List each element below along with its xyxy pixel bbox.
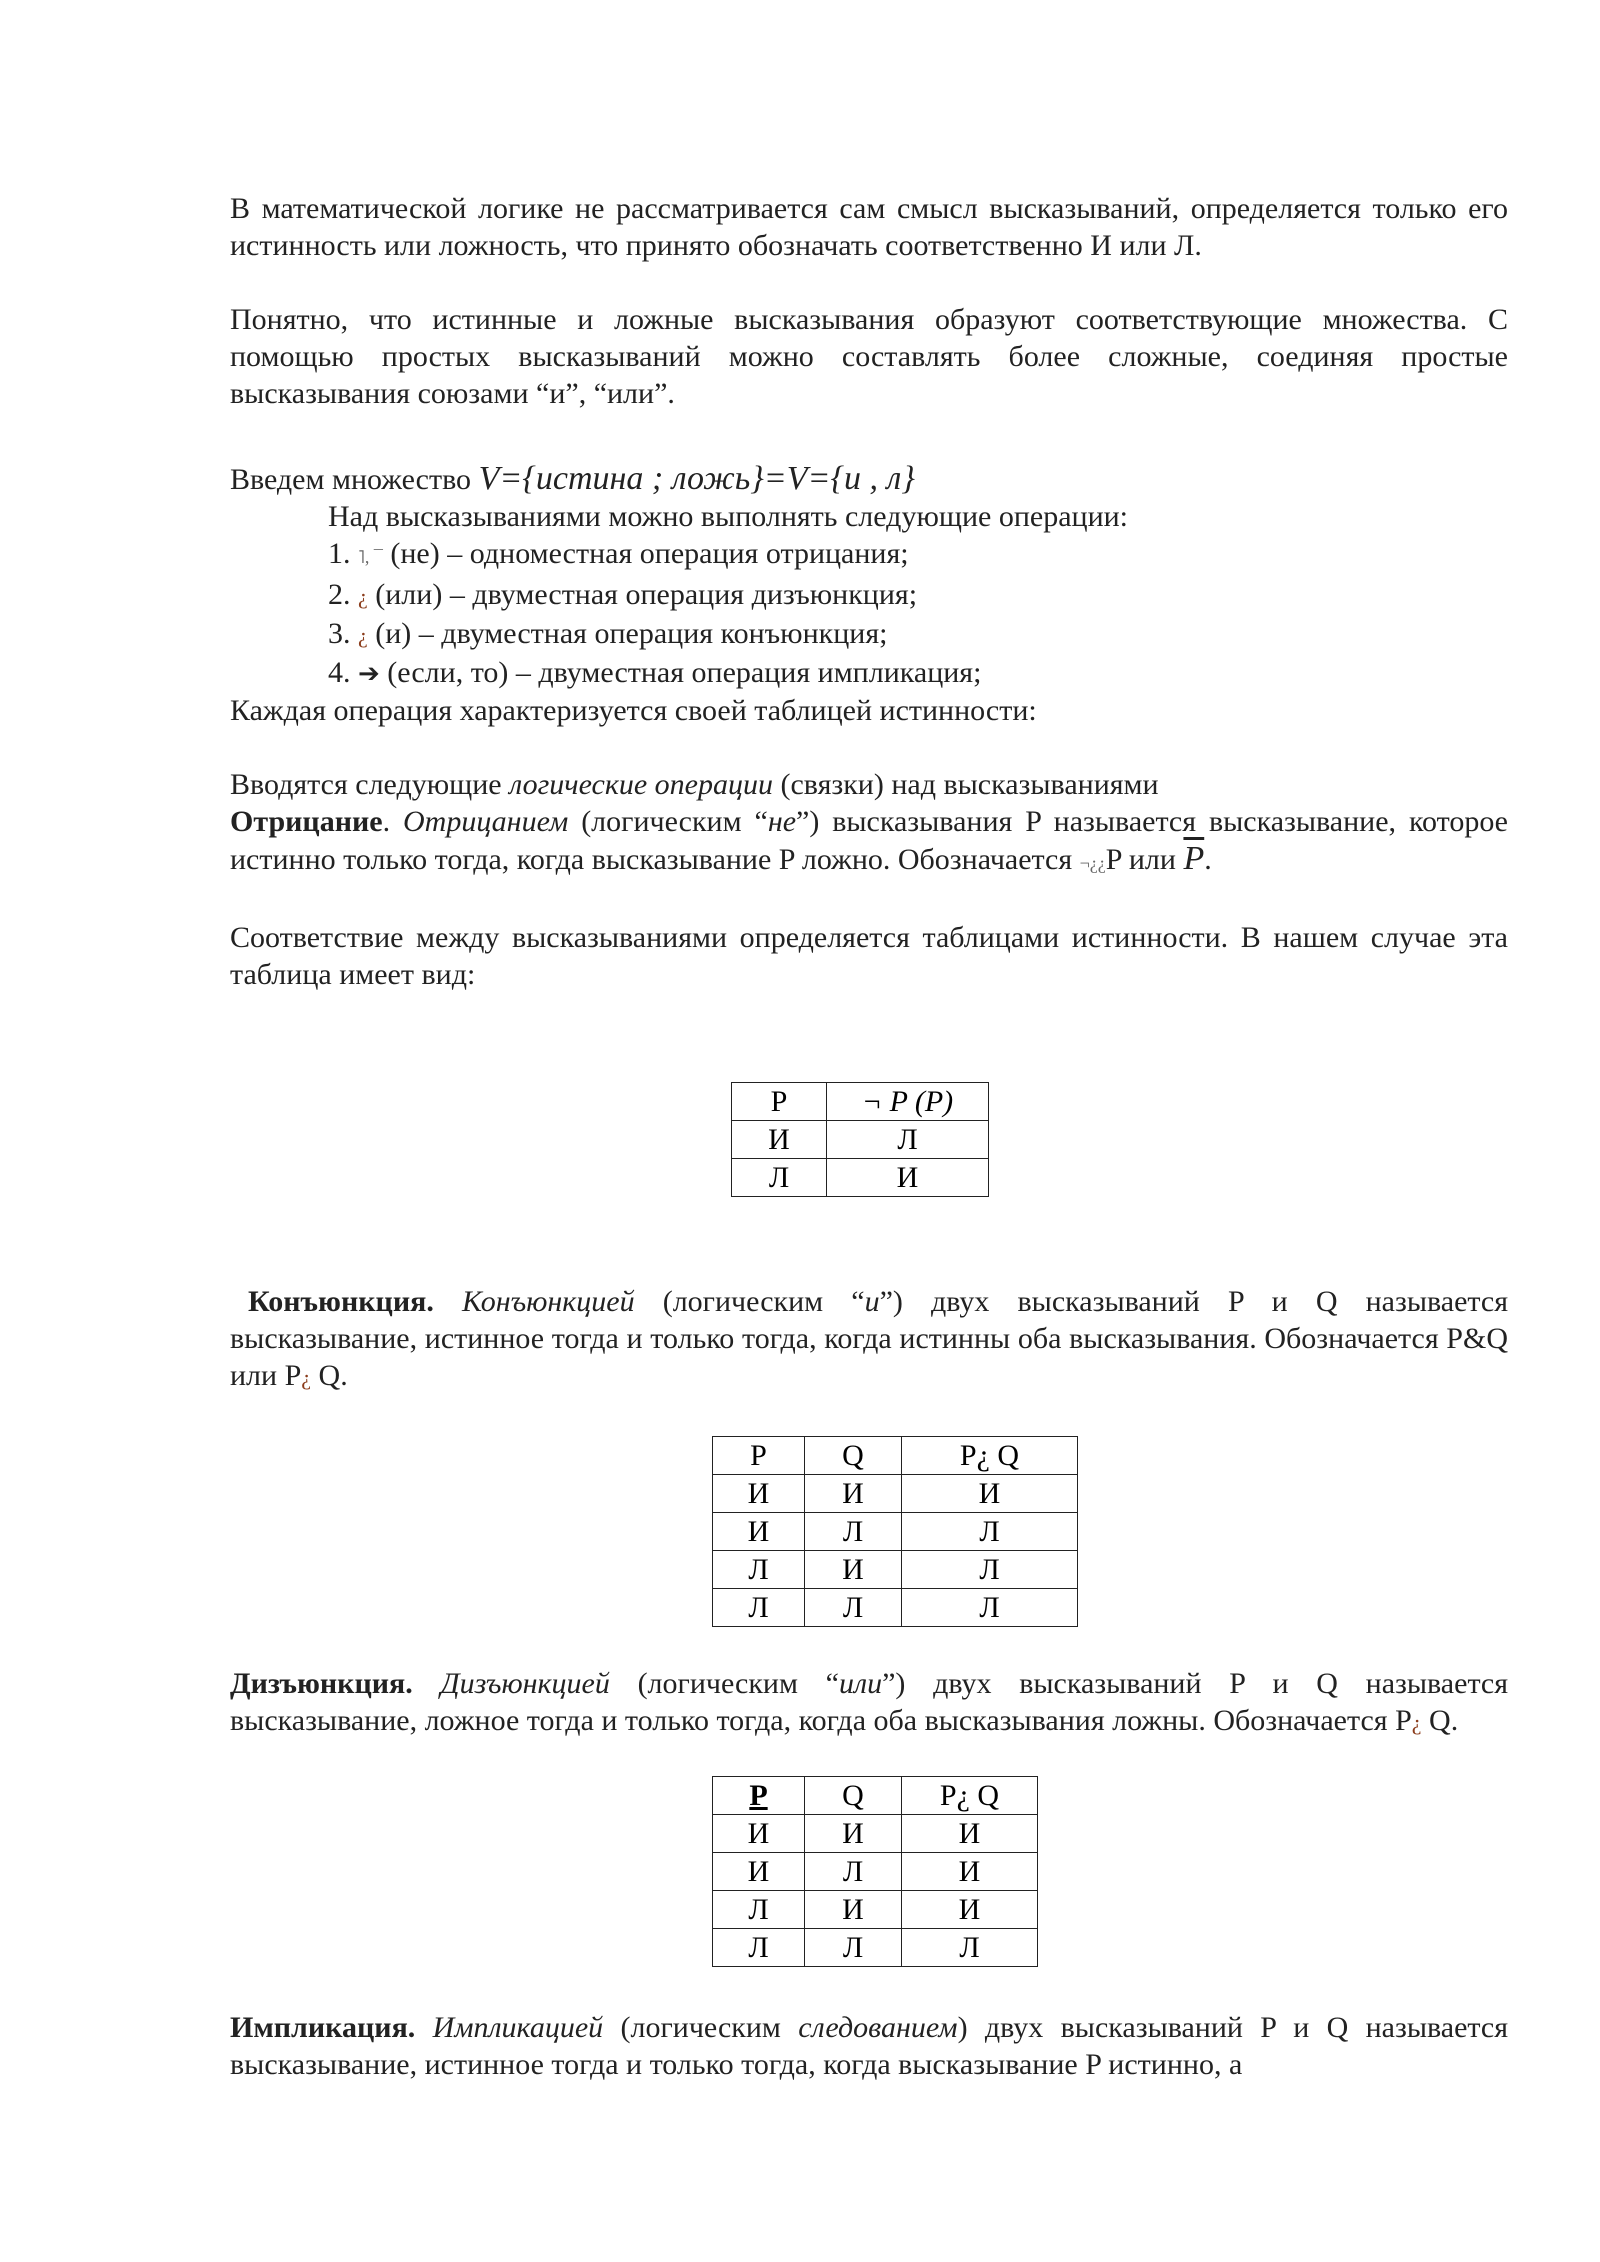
table-cell: Л (713, 1929, 805, 1967)
negation-symbol-icon: ˥, ¯ (358, 547, 383, 567)
def-italic: не (767, 805, 797, 838)
set-definition (230, 460, 1508, 498)
def-italic: Отрицанием (402, 805, 569, 838)
table-cell: Л (902, 1513, 1078, 1551)
table-cell: И (827, 1159, 989, 1197)
ops-text: (или) – двуместная операция дизъюнкция; (375, 578, 918, 611)
disjunction-symbol-icon: ¿ (358, 584, 368, 609)
ops-number: 2. (328, 578, 351, 611)
p-bar-symbol: $\overline{P}$ (1183, 840, 1205, 877)
conjunction-truth-table (712, 1436, 1078, 1627)
ops-item (328, 615, 1508, 654)
table-header-cell: Q (805, 1437, 902, 1475)
header-text: ¬ P (P) (861, 1085, 954, 1118)
table-cell: И (805, 1891, 902, 1929)
table-cell: И (805, 1475, 902, 1513)
disjunction-section (230, 1665, 1508, 1741)
ops-item (328, 576, 1508, 615)
ops-number: 3. (328, 617, 351, 650)
table-cell: И (732, 1121, 827, 1159)
set-label: Введем множество (230, 463, 472, 496)
table-cell: Л (713, 1589, 805, 1627)
def-italic: Дизъюнкцией (440, 1667, 610, 1700)
table-cell: И (713, 1853, 805, 1891)
negation-truth-table (731, 1082, 989, 1197)
table-row (713, 1513, 1078, 1551)
def-text: Q. (318, 1359, 348, 1392)
negation-definition: Отрицание. Отрицанием (логическим “не”) высказывания P называется высказывание, которое истинно только тогда, когда высказывание P ложно. Обозначается ¬¿¿P или $\overline{P}$. (230, 805, 1508, 877)
ops-intro: Над высказываниями можно выполнять следующие операции: (328, 500, 1129, 533)
table-cell: И (713, 1815, 805, 1853)
conjunction-term: Конъюнкция. (248, 1285, 434, 1318)
def-text: Q. (1429, 1704, 1459, 1737)
table-row (732, 1083, 989, 1121)
table-cell: И (902, 1475, 1078, 1513)
table-row (713, 1853, 1038, 1891)
table-cell: И (805, 1815, 902, 1853)
implication-section (230, 2009, 1508, 2083)
disjunction-definition (230, 1665, 1508, 1741)
negation-symbol-icon: ¬¿¿ (1079, 853, 1106, 873)
conjunction-definition (230, 1283, 1508, 1396)
table-row (713, 1929, 1038, 1967)
ops-item (328, 654, 1508, 692)
ops-number: 4. (328, 656, 351, 689)
table-cell: Л (902, 1589, 1078, 1627)
table-row (713, 1891, 1038, 1929)
table-cell: Л (805, 1513, 902, 1551)
document-page (230, 190, 1508, 993)
table-cell: Л (902, 1551, 1078, 1589)
def-text: ”) двух высказываний P и Q называется высказывание, истинное тогда и только тогда, когда истинны оба высказывания. Обозначается P&Q или P (230, 1285, 1508, 1392)
table-cell: Л (713, 1891, 805, 1929)
ops-list (230, 535, 1508, 692)
table-cell: Л (805, 1853, 902, 1891)
lead-text: Вводятся следующие (230, 768, 502, 801)
def-italic: Импликацией (432, 2011, 604, 2044)
def-text: . (1204, 843, 1212, 876)
table-cell: Л (827, 1121, 989, 1159)
table-row (713, 1815, 1038, 1853)
def-italic: и (864, 1285, 880, 1318)
disjunction-term: Дизъюнкция. (230, 1667, 413, 1700)
table-cell: Л (732, 1159, 827, 1197)
def-text: (логическим “ (637, 1667, 839, 1700)
def-text: ) двух высказываний P и Q называется высказывание, истинное тогда и только тогда, когда высказывание P истинно, а (230, 2011, 1508, 2081)
ops-number: 1. (328, 537, 351, 570)
table-cell: И (902, 1815, 1038, 1853)
table-row (732, 1121, 989, 1159)
conjunction-symbol-icon: ¿ (301, 1365, 312, 1390)
def-text: (логическим “ (662, 1285, 865, 1318)
table-header-cell: Q (805, 1777, 902, 1815)
table-header-cell (827, 1083, 989, 1121)
table-row (713, 1777, 1038, 1815)
table-cell: И (902, 1891, 1038, 1929)
disjunction-truth-table (712, 1776, 1038, 1967)
disjunction-symbol-icon: ¿ (1411, 1710, 1422, 1735)
implication-definition (230, 2009, 1508, 2083)
def-italic: Конъюнкцией (461, 1285, 635, 1318)
conjunction-symbol-icon: ¿ (358, 623, 368, 648)
table-cell: И (805, 1551, 902, 1589)
operations-lead (230, 766, 1508, 803)
def-italic: или (839, 1667, 883, 1700)
table-row (732, 1159, 989, 1197)
table-cell: И (902, 1853, 1038, 1891)
negation-term: Отрицание (230, 805, 383, 838)
implication-term: Импликация. (230, 2011, 416, 2044)
table-cell: Л (713, 1551, 805, 1589)
table-row (713, 1589, 1078, 1627)
def-text: (логическим “ (581, 805, 768, 838)
ops-text: (не) – одноместная операция отрицания; (390, 537, 909, 570)
conjunction-section (230, 1283, 1508, 1396)
table-header-cell: P¿ Q (902, 1777, 1038, 1815)
ops-item (328, 535, 1508, 576)
table-cell: Л (805, 1589, 902, 1627)
table-header-cell: P (713, 1777, 805, 1815)
table-cell: Л (805, 1929, 902, 1967)
lead-text: (связки) над высказываниями (780, 768, 1159, 801)
table-header-cell: P (732, 1083, 827, 1121)
paragraph-intro-2: Понятно, что истинные и ложные высказывания образуют соответствующие множества. С помощью простых высказываний можно составлять более сложные, соединяя простые высказывания союзами “и”, “или”. (230, 303, 1508, 410)
set-formula: V={истина ; ложь}=V={и , л} (478, 460, 915, 497)
table-cell: Л (902, 1929, 1038, 1967)
table-row (713, 1475, 1078, 1513)
table-header-cell: P (713, 1437, 805, 1475)
table-cell: И (713, 1475, 805, 1513)
table-cell: И (713, 1513, 805, 1551)
correspondence-paragraph: Соответствие между высказываниями определяется таблицами истинности. В нашем случае эта таблица имеет вид: (230, 921, 1508, 991)
def-text: (логическим (620, 2011, 781, 2044)
def-text: ”) двух высказываний P и Q называется высказывание, ложное тогда и только тогда, когда оба высказывания ложны. Обозначается P (230, 1667, 1509, 1737)
def-italic: следованием (798, 2011, 958, 2044)
ops-text: (и) – двуместная операция конъюнкция; (375, 617, 888, 650)
def-text: P или (1105, 843, 1176, 876)
ops-text: (если, то) – двуместная операция импликация; (387, 656, 982, 689)
lead-italic: логические операции (509, 768, 773, 801)
def-text: ”) высказывания P называется высказывание, которое истинно только тогда, когда высказывание P ложно. Обозначается (230, 805, 1508, 876)
arrow-right-icon: ➔ (358, 659, 380, 688)
paragraph-intro-1: В математической логике не рассматривается сам смысл высказываний, определяется только его истинность или ложность, что принято обозначать соответственно И или Л. (230, 192, 1508, 262)
ops-outro: Каждая операция характеризуется своей таблицей истинности: (230, 694, 1037, 727)
table-row (713, 1551, 1078, 1589)
table-row (713, 1437, 1078, 1475)
table-header-cell: P¿ Q (902, 1437, 1078, 1475)
